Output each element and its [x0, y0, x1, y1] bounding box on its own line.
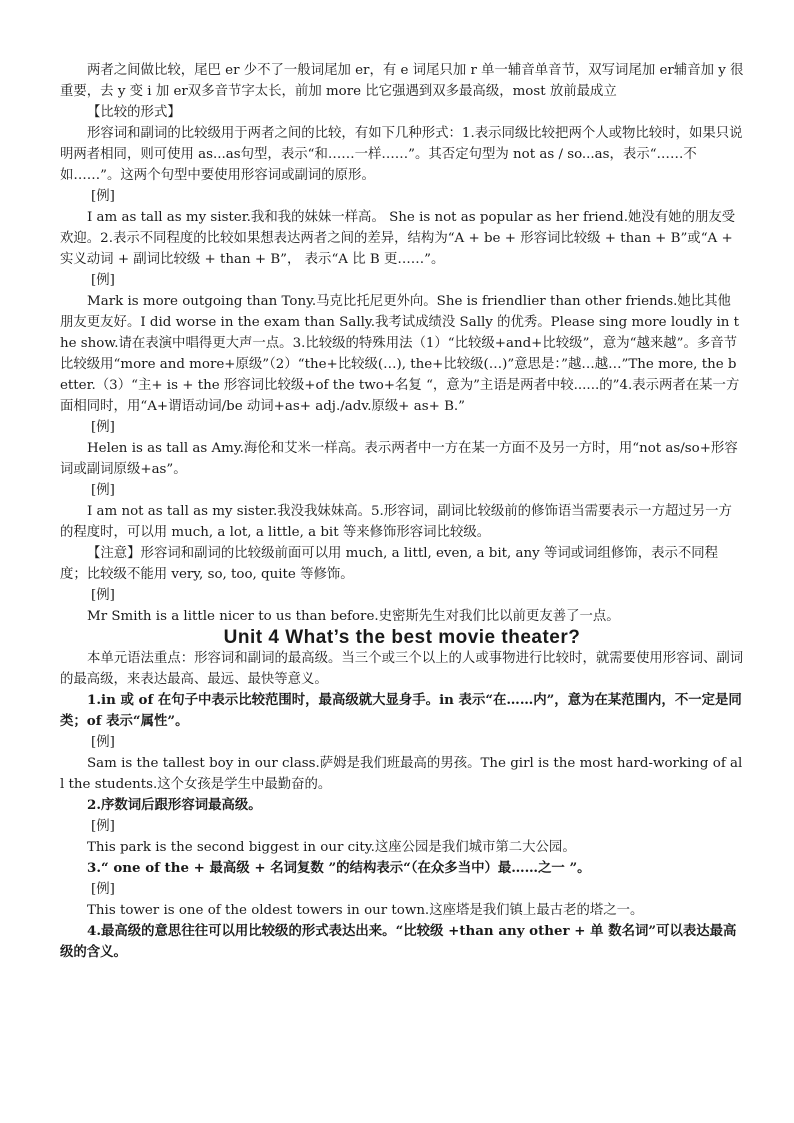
- document-page: [60, 60, 744, 963]
- comparison-paragraph-4: Helen is as tall as Amy.海伦和艾米一样高。表示两者中一方在某一方面不及另一方时，用“not as/so+形容词或副词原级+as”。: [60, 441, 738, 477]
- example-label: [例]: [91, 420, 115, 435]
- example-label: [例]: [91, 819, 115, 834]
- comparison-paragraph-2: I am as tall as my sister.我和我的妹妹一样高。 She is not as popular as her friend.她没有她的朋友受欢迎。2.表示不同程度的比较如果想表达两者之间的差异，结构为“A + be + 形容词比较级 + than + B”或“A + 实义动词 + 副词比较级 + than + B”， 表示“A 比 B 更……”。: [60, 210, 736, 267]
- superlative-point-4: 4.最高级的意思往往可以用比较级的形式表达出来。“比较级 +than any other + 单 数名词”可以表达最高级的含义。: [60, 923, 737, 960]
- superlative-example-1: Sam is the tallest boy in our class.萨姆是我们班最高的男孩。The girl is the most hard-working of all the students.这个女孩是学生中最勤奋的。: [60, 756, 743, 792]
- comparison-paragraph-5: I am not as tall as my sister.我没我妹妹高。5.形容词，副词比较级前的修饰语当需要表示一方超过另一方的程度时，可以用 much, a lot, a little, a bit 等来修饰形容词比较级。: [60, 504, 732, 540]
- example-label: [例]: [91, 483, 115, 498]
- example-label: [例]: [91, 189, 115, 204]
- superlative-point-2: 2.序数词后跟形容词最高级。: [87, 797, 262, 813]
- comparison-paragraph-3: Mark is more outgoing than Tony.马克比托尼更外向。She is friendlier than other friends.她比其他朋友更友好。I did worse in the exam than Sally.我考试成绩没 Sally 的优秀。Please sing more loudly in the show.请在表演中唱得更大声一点。3.比较级的特殊用法（1）“比较级+and+比较级”，意为“越来越”。多音节比较级用“more and more+原级”（2）“the+比较级(…), the+比较级(…)”意思是：”越…越…”The more, the better.（3）“主+ is + the 形容词比较级+of the two+名复 “，意为”主语是两者中较......的”4.表示两者在某一方面相同时，用“A+谓语动词/be 动词+as+ adj./adv.原级+ as+ B.”: [60, 294, 740, 414]
- comparison-paragraph-6: Mr Smith is a little nicer to us than before.史密斯先生对我们比以前更友善了一点。: [87, 609, 620, 624]
- superlative-intro: 本单元语法重点：形容词和副词的最高级。当三个或三个以上的人或事物进行比较时，就需要使用形容词、副词的最高级，来表达最高、最远、最快等意义。: [60, 651, 744, 687]
- rhyme-paragraph: 两者之间做比较，尾巴 er 少不了一般词尾加 er，有 e 词尾只加 r 单一辅音单音节，双写词尾加 er辅音加 y 很重要，去 y 变 i 加 er双多音节字太长，前加 more 比它强遇到双多最高级，most 放前最成立: [60, 63, 744, 99]
- superlative-point-1: 1.in 或 of 在句子中表示比较范围时，最高级就大显身手。in 表示“在……内”，意为在某范围内，不一定是同类；of 表示“属性”。: [60, 692, 742, 729]
- unit-title: Unit 4 What’s the best movie theater?: [223, 627, 581, 648]
- example-label: [例]: [91, 735, 115, 750]
- example-label: [例]: [91, 588, 115, 603]
- note-paragraph: 【注意】形容词和副词的比较级前面可以用 much, a littl, even, a bit, any 等词或词组修饰，表示不同程度；比较级不能用 very, so, too, quite 等修饰。: [60, 546, 719, 582]
- superlative-point-3: 3.“ one of the + 最高级 + 名词复数 ”的结构表示“（在众多当中）最……之一 ”。: [87, 860, 591, 876]
- forms-paragraph: 形容词和副词的比较级用于两者之间的比较，有如下几种形式：1.表示同级比较把两个人或物比较时，如果只说明两者相同，则可使用 as...as句型，表示“和……一样……”。其否定句型为 not as / so...as，表示“……不如……”。这两个句型中要使用形容词或副词的原形。: [60, 126, 743, 183]
- superlative-example-2: This park is the second biggest in our city.这座公园是我们城市第二大公园。: [87, 840, 576, 855]
- example-label: [例]: [91, 273, 115, 288]
- superlative-example-3: This tower is one of the oldest towers in our town.这座塔是我们镇上最古老的塔之一。: [87, 903, 644, 918]
- example-label: [例]: [91, 882, 115, 897]
- forms-heading: 【比较的形式】: [87, 105, 181, 120]
